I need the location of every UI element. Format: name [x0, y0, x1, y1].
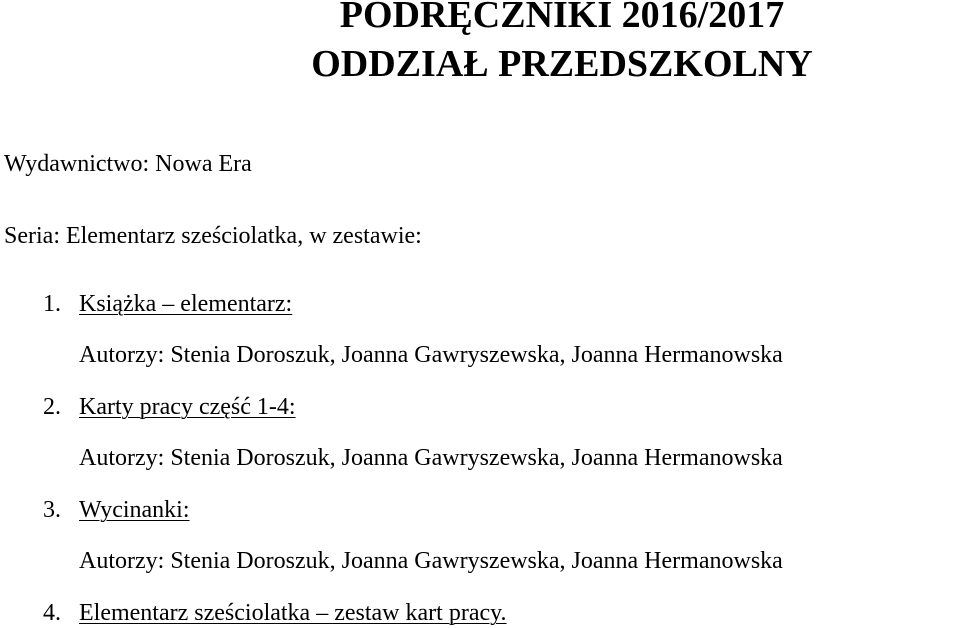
item-title: Wycinanki: — [79, 497, 190, 523]
publisher-line: Wydawnictwo: Nowa Era — [4, 151, 252, 177]
series-line: Seria: Elementarz sześciolatka, w zestawie: — [4, 223, 422, 249]
document-title-line2: ODDZIAŁ PRZEDSZKOLNY — [311, 43, 813, 85]
item-number: 4. — [43, 600, 61, 626]
item-number: 3. — [43, 497, 61, 523]
item-title: Karty pracy część 1-4: — [79, 394, 296, 420]
item-authors: Autorzy: Stenia Doroszuk, Joanna Gawryszewska, Joanna Hermanowska — [79, 548, 783, 574]
document-title-line1: PODRĘCZNIKI 2016/2017 — [339, 0, 785, 36]
item-title: Książka – elementarz: — [79, 291, 293, 317]
item-authors: Autorzy: Stenia Doroszuk, Joanna Gawryszewska, Joanna Hermanowska — [79, 445, 783, 471]
item-authors: Autorzy: Stenia Doroszuk, Joanna Gawryszewska, Joanna Hermanowska — [79, 342, 783, 368]
item-number: 1. — [43, 291, 61, 317]
item-title: Elementarz sześciolatka – zestaw kart pracy. — [79, 600, 507, 626]
item-number: 2. — [43, 394, 61, 420]
